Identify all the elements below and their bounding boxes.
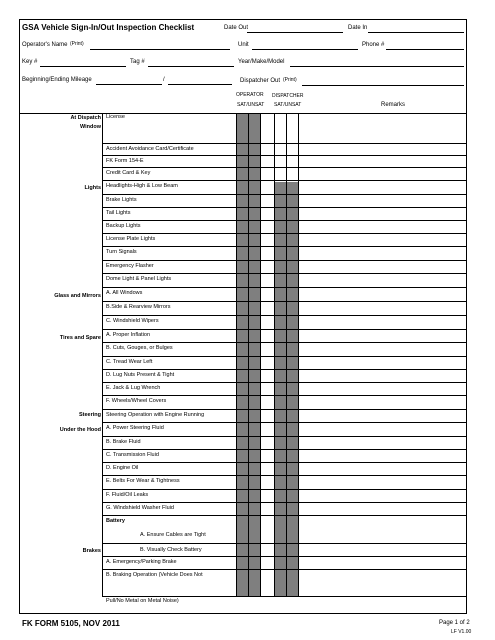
checkbox-cell[interactable] bbox=[248, 155, 260, 167]
checkbox-cell[interactable] bbox=[248, 502, 260, 515]
checkbox-cell[interactable] bbox=[286, 113, 298, 143]
checklist-item-label: E. Belts For Wear & Tightness bbox=[106, 478, 180, 484]
checklist-item-label: A. Ensure Cables are Tight bbox=[140, 532, 206, 538]
checkbox-cell[interactable] bbox=[286, 180, 298, 194]
checkbox-cell[interactable] bbox=[274, 180, 286, 194]
checklist-item-label: Dome Light & Panel Lights bbox=[106, 276, 172, 282]
checkbox-cell[interactable] bbox=[236, 382, 248, 395]
remarks-cell[interactable] bbox=[298, 475, 467, 489]
remarks-cell[interactable] bbox=[298, 489, 467, 502]
checkbox-cell[interactable] bbox=[286, 422, 298, 436]
date-out-field[interactable] bbox=[247, 32, 343, 33]
section-under-hood: Under the Hood bbox=[59, 427, 101, 433]
checkbox-cell[interactable] bbox=[274, 301, 286, 315]
unit-label: Unit bbox=[238, 42, 249, 48]
checkbox-cell[interactable] bbox=[286, 449, 298, 462]
print-note-2: (Print) bbox=[283, 77, 297, 83]
remarks-cell[interactable] bbox=[298, 436, 467, 449]
checkbox-cell[interactable] bbox=[236, 301, 248, 315]
checkbox-cell[interactable] bbox=[286, 436, 298, 449]
checkbox-cell[interactable] bbox=[274, 207, 286, 220]
remarks-cell[interactable] bbox=[298, 382, 467, 395]
checkbox-cell[interactable] bbox=[274, 382, 286, 395]
checklist-item-label: F. Wheels/Wheel Covers bbox=[106, 398, 167, 404]
dispatcher-out-label: Dispatcher Out bbox=[240, 78, 281, 84]
section-lights: Lights bbox=[84, 185, 101, 191]
checklist-item-label: C. Windshield Wipers bbox=[106, 318, 159, 324]
checkbox-cell[interactable] bbox=[248, 220, 260, 233]
checkbox-cell[interactable] bbox=[236, 489, 248, 502]
remarks-cell[interactable] bbox=[298, 356, 467, 369]
checkbox-cell[interactable] bbox=[286, 287, 298, 301]
beginning-mileage-field[interactable] bbox=[96, 84, 162, 85]
section-steering: Steering bbox=[78, 412, 101, 418]
checkbox-cell[interactable] bbox=[248, 246, 260, 260]
remarks-cell[interactable] bbox=[298, 155, 467, 167]
key-field[interactable] bbox=[40, 66, 126, 67]
checkbox-cell[interactable] bbox=[274, 167, 286, 180]
remarks-cell[interactable] bbox=[298, 502, 467, 515]
checkbox-cell[interactable] bbox=[274, 369, 286, 382]
checkbox-cell[interactable] bbox=[248, 207, 260, 220]
checklist-item-label: Headlights-High & Low Beam bbox=[106, 183, 178, 189]
checkbox-cell[interactable] bbox=[248, 194, 260, 207]
dispatcher-out-field[interactable] bbox=[302, 85, 464, 86]
checkbox-cell[interactable] bbox=[236, 287, 248, 301]
checkbox-cell[interactable] bbox=[274, 422, 286, 436]
checklist-item-label: F. Fluid/Oil Leaks bbox=[106, 492, 149, 498]
checkbox-cell[interactable] bbox=[248, 342, 260, 356]
checklist-item-label: Brake Lights bbox=[106, 197, 137, 203]
remarks-cell[interactable] bbox=[298, 569, 467, 596]
checkbox-cell[interactable] bbox=[286, 220, 298, 233]
checkbox-cell[interactable] bbox=[274, 543, 286, 556]
checkbox-cell[interactable] bbox=[248, 556, 260, 569]
checkbox-cell[interactable] bbox=[236, 475, 248, 489]
checkbox-cell[interactable] bbox=[286, 356, 298, 369]
checkbox-cell[interactable] bbox=[236, 342, 248, 356]
checkbox-cell[interactable] bbox=[248, 475, 260, 489]
checkbox-cell[interactable] bbox=[274, 449, 286, 462]
checkbox-cell[interactable] bbox=[236, 246, 248, 260]
checkbox-cell[interactable] bbox=[236, 356, 248, 369]
checkbox-cell[interactable] bbox=[236, 436, 248, 449]
checkbox-cell[interactable] bbox=[236, 369, 248, 382]
mileage-slash: / bbox=[163, 77, 165, 83]
checkbox-cell[interactable] bbox=[236, 233, 248, 246]
remarks-cell[interactable] bbox=[298, 143, 467, 155]
checkbox-cell[interactable] bbox=[236, 143, 248, 155]
remarks-cell[interactable] bbox=[298, 409, 467, 422]
operator-name-field[interactable] bbox=[90, 49, 230, 50]
remarks-cell[interactable] bbox=[298, 233, 467, 246]
remarks-cell[interactable] bbox=[298, 220, 467, 233]
checkbox-cell[interactable] bbox=[236, 207, 248, 220]
checkbox-cell[interactable] bbox=[236, 515, 248, 543]
checkbox-cell[interactable] bbox=[248, 436, 260, 449]
checkbox-cell[interactable] bbox=[274, 329, 286, 342]
remarks-cell[interactable] bbox=[298, 369, 467, 382]
checklist-item-label: B. Cuts, Gouges, or Bulges bbox=[106, 345, 173, 351]
checkbox-cell[interactable] bbox=[248, 260, 260, 273]
checkbox-cell[interactable] bbox=[286, 301, 298, 315]
remarks-cell[interactable] bbox=[298, 329, 467, 342]
form-number: FK FORM 5105, NOV 2011 bbox=[22, 619, 120, 628]
checklist-item-label: B. Visually Check Battery bbox=[140, 547, 202, 553]
remarks-cell[interactable] bbox=[298, 260, 467, 273]
checkbox-cell[interactable] bbox=[274, 409, 286, 422]
section-window: Window bbox=[79, 124, 101, 130]
checkbox-cell[interactable] bbox=[274, 489, 286, 502]
checkbox-cell[interactable] bbox=[274, 315, 286, 329]
checklist-item-label: D. Engine Oil bbox=[106, 465, 139, 471]
checklist-item-label: E. Jack & Lug Wrench bbox=[106, 385, 161, 391]
checkbox-cell[interactable] bbox=[274, 475, 286, 489]
checkbox-cell[interactable] bbox=[248, 233, 260, 246]
checkbox-cell[interactable] bbox=[248, 287, 260, 301]
checklist-item-label: Credit Card & Key bbox=[106, 170, 151, 176]
date-in-field[interactable] bbox=[368, 32, 464, 33]
checkbox-cell[interactable] bbox=[248, 167, 260, 180]
year-make-model-field[interactable] bbox=[290, 66, 464, 67]
checklist-item-label: B. Braking Operation (Vehicle Does Not bbox=[106, 572, 203, 578]
checkbox-cell[interactable] bbox=[236, 113, 248, 143]
checkbox-cell[interactable] bbox=[274, 356, 286, 369]
checkbox-cell[interactable] bbox=[248, 315, 260, 329]
checkbox-cell[interactable] bbox=[286, 315, 298, 329]
remarks-cell[interactable] bbox=[298, 395, 467, 409]
checkbox-cell[interactable] bbox=[274, 462, 286, 475]
checkbox-cell[interactable] bbox=[274, 556, 286, 569]
column-divider bbox=[102, 113, 103, 596]
checkbox-cell[interactable] bbox=[248, 449, 260, 462]
remarks-cell[interactable] bbox=[298, 422, 467, 436]
checklist-item-label: B.Side & Rearview Mirrors bbox=[106, 304, 171, 310]
checkbox-cell[interactable] bbox=[286, 273, 298, 287]
checkbox-cell[interactable] bbox=[286, 194, 298, 207]
checkbox-cell[interactable] bbox=[248, 515, 260, 543]
remarks-cell[interactable] bbox=[298, 194, 467, 207]
checkbox-cell[interactable] bbox=[248, 273, 260, 287]
checkbox-cell[interactable] bbox=[248, 329, 260, 342]
checkbox-cell[interactable] bbox=[286, 556, 298, 569]
checklist-item-label: G. Windshield Washer Fluid bbox=[106, 505, 174, 511]
checkbox-cell[interactable] bbox=[286, 382, 298, 395]
checklist-item-label: Backup Lights bbox=[106, 223, 141, 229]
checkbox-cell[interactable] bbox=[248, 382, 260, 395]
remarks-cell[interactable] bbox=[298, 515, 467, 543]
checkbox-cell[interactable] bbox=[236, 409, 248, 422]
checklist-item-label: License Plate Lights bbox=[106, 236, 156, 242]
checkbox-cell[interactable] bbox=[274, 233, 286, 246]
version: LF V1.00 bbox=[451, 629, 472, 635]
checkbox-cell[interactable] bbox=[274, 155, 286, 167]
checkbox-cell[interactable] bbox=[286, 409, 298, 422]
checkbox-cell[interactable] bbox=[236, 180, 248, 194]
checklist-item-label: Steering Operation with Engine Running bbox=[106, 412, 205, 418]
checklist-item-label: C. Transmission Fluid bbox=[106, 452, 159, 458]
tag-field[interactable] bbox=[148, 66, 234, 67]
checkbox-cell[interactable] bbox=[248, 543, 260, 556]
checkbox-cell[interactable] bbox=[248, 422, 260, 436]
form-title: GSA Vehicle Sign-In/Out Inspection Checklist bbox=[22, 23, 195, 32]
section-at-dispatch: At Dispatch bbox=[70, 115, 101, 121]
ending-mileage-field[interactable] bbox=[168, 84, 232, 85]
checkbox-cell[interactable] bbox=[236, 194, 248, 207]
checkbox-cell[interactable] bbox=[286, 246, 298, 260]
remarks-cell[interactable] bbox=[298, 462, 467, 475]
checklist-item-label: Accident Avoidance Card/Certificate bbox=[106, 146, 194, 152]
checkbox-cell[interactable] bbox=[274, 194, 286, 207]
checkbox-cell[interactable] bbox=[274, 113, 286, 143]
mileage-label: Beginning/Ending Mileage bbox=[22, 77, 92, 83]
checkbox-cell[interactable] bbox=[236, 422, 248, 436]
checkbox-cell[interactable] bbox=[274, 287, 286, 301]
checkbox-cell[interactable] bbox=[286, 502, 298, 515]
checkbox-cell[interactable] bbox=[236, 273, 248, 287]
phone-field[interactable] bbox=[386, 49, 464, 50]
remarks-cell[interactable] bbox=[298, 113, 467, 143]
checklist-item-label: A. Proper Inflation bbox=[106, 332, 151, 338]
section-brakes: Brakes bbox=[82, 548, 101, 554]
checkbox-cell[interactable] bbox=[286, 489, 298, 502]
remarks-cell[interactable] bbox=[298, 246, 467, 260]
checkbox-cell[interactable] bbox=[236, 395, 248, 409]
checklist-item-label: A. Power Steering Fluid bbox=[106, 425, 164, 431]
checkbox-cell[interactable] bbox=[248, 143, 260, 155]
checkbox-cell[interactable] bbox=[236, 329, 248, 342]
key-label: Key # bbox=[22, 59, 38, 65]
checkbox-cell[interactable] bbox=[236, 220, 248, 233]
checkbox-cell[interactable] bbox=[286, 233, 298, 246]
remarks-cell[interactable] bbox=[298, 301, 467, 315]
date-in-label: Date In bbox=[348, 25, 368, 31]
section-tires-spare: Tires and Spare bbox=[59, 335, 101, 341]
checkbox-cell[interactable] bbox=[274, 342, 286, 356]
checkbox-cell[interactable] bbox=[286, 329, 298, 342]
checkbox-cell[interactable] bbox=[248, 489, 260, 502]
checkbox-cell[interactable] bbox=[248, 113, 260, 143]
remarks-cell[interactable] bbox=[298, 449, 467, 462]
checkbox-cell[interactable] bbox=[248, 180, 260, 194]
checkbox-cell[interactable] bbox=[286, 167, 298, 180]
checkbox-cell[interactable] bbox=[286, 543, 298, 556]
date-out-label: Date Out bbox=[224, 25, 249, 31]
checkbox-cell[interactable] bbox=[236, 462, 248, 475]
checkbox-cell[interactable] bbox=[274, 515, 286, 543]
page-number: Page 1 of 2 bbox=[439, 620, 470, 626]
checkbox-cell[interactable] bbox=[286, 155, 298, 167]
checkbox-cell[interactable] bbox=[274, 569, 286, 596]
checkbox-cell[interactable] bbox=[286, 475, 298, 489]
tag-label: Tag # bbox=[130, 59, 145, 65]
checkbox-cell[interactable] bbox=[248, 395, 260, 409]
checkbox-cell[interactable] bbox=[248, 356, 260, 369]
checkbox-cell[interactable] bbox=[286, 143, 298, 155]
checkbox-cell[interactable] bbox=[274, 436, 286, 449]
checkbox-cell[interactable] bbox=[236, 449, 248, 462]
checkbox-cell[interactable] bbox=[248, 462, 260, 475]
remarks-cell[interactable] bbox=[298, 543, 467, 556]
checklist-item-label: License bbox=[106, 114, 125, 120]
dispatcher-col-header: DISPATCHER bbox=[272, 93, 304, 99]
checkbox-cell[interactable] bbox=[236, 155, 248, 167]
checkbox-cell[interactable] bbox=[286, 569, 298, 596]
checkbox-cell[interactable] bbox=[286, 462, 298, 475]
remarks-cell[interactable] bbox=[298, 180, 467, 194]
checkbox-cell[interactable] bbox=[274, 273, 286, 287]
checkbox-cell[interactable] bbox=[236, 543, 248, 556]
phone-label: Phone # bbox=[362, 42, 385, 48]
checkbox-cell[interactable] bbox=[274, 260, 286, 273]
checkbox-cell[interactable] bbox=[286, 342, 298, 356]
remarks-cell[interactable] bbox=[298, 315, 467, 329]
checklist-item-label: Turn Signals bbox=[106, 249, 137, 255]
checkbox-cell[interactable] bbox=[248, 409, 260, 422]
checkbox-cell[interactable] bbox=[286, 207, 298, 220]
column-divider bbox=[260, 113, 261, 596]
year-make-model-label: Year/Make/Model bbox=[238, 59, 285, 65]
checklist-item-label: Emergency Flasher bbox=[106, 263, 154, 269]
remarks-cell[interactable] bbox=[298, 167, 467, 180]
checkbox-cell[interactable] bbox=[274, 220, 286, 233]
checkbox-cell[interactable] bbox=[286, 395, 298, 409]
checkbox-cell[interactable] bbox=[236, 167, 248, 180]
remarks-header: Remarks bbox=[381, 102, 406, 108]
checkbox-cell[interactable] bbox=[248, 369, 260, 382]
checklist-item-label: A. All Windows bbox=[106, 290, 143, 296]
checklist-item-label: Battery bbox=[106, 518, 125, 524]
remarks-cell[interactable] bbox=[298, 556, 467, 569]
checkbox-cell[interactable] bbox=[236, 315, 248, 329]
checkbox-cell[interactable] bbox=[286, 260, 298, 273]
remarks-cell[interactable] bbox=[298, 287, 467, 301]
checkbox-cell[interactable] bbox=[248, 569, 260, 596]
checkbox-cell[interactable] bbox=[236, 556, 248, 569]
checklist-item-label: A. Emergency/Parking Brake bbox=[106, 559, 177, 565]
checklist-item-label: FK Form 154-E bbox=[106, 158, 144, 164]
checkbox-cell[interactable] bbox=[286, 515, 298, 543]
operator-name-label: Operator's Name bbox=[22, 42, 68, 48]
checklist-item-label: Pull/No Metal on Metal Noise) bbox=[106, 598, 179, 604]
dispatcher-sat-unsat: SAT/UNSAT bbox=[274, 102, 302, 108]
checklist-item-label: B. Brake Fluid bbox=[106, 439, 141, 445]
checkbox-cell[interactable] bbox=[248, 301, 260, 315]
checkbox-cell[interactable] bbox=[274, 246, 286, 260]
checkbox-cell[interactable] bbox=[274, 143, 286, 155]
checkbox-cell[interactable] bbox=[236, 260, 248, 273]
checkbox-cell[interactable] bbox=[236, 569, 248, 596]
checklist-item-label: C. Tread Wear Left bbox=[106, 359, 153, 365]
remarks-cell[interactable] bbox=[298, 207, 467, 220]
table-row bbox=[102, 596, 467, 597]
checkbox-cell[interactable] bbox=[286, 369, 298, 382]
section-glass-mirrors: Glass and Mirrors bbox=[54, 293, 101, 299]
checklist-item-label: D. Lug Nuts Present & Tight bbox=[106, 372, 175, 378]
checkbox-cell[interactable] bbox=[274, 502, 286, 515]
operator-sat-unsat: SAT/UNSAT bbox=[237, 102, 265, 108]
remarks-cell[interactable] bbox=[298, 273, 467, 287]
operator-col-header: OPERATOR bbox=[236, 92, 264, 98]
print-note: (Print) bbox=[70, 41, 84, 47]
checkbox-cell[interactable] bbox=[274, 395, 286, 409]
checklist-item-label: Tail Lights bbox=[106, 210, 131, 216]
checkbox-cell[interactable] bbox=[236, 502, 248, 515]
unit-field[interactable] bbox=[252, 49, 358, 50]
remarks-cell[interactable] bbox=[298, 342, 467, 356]
